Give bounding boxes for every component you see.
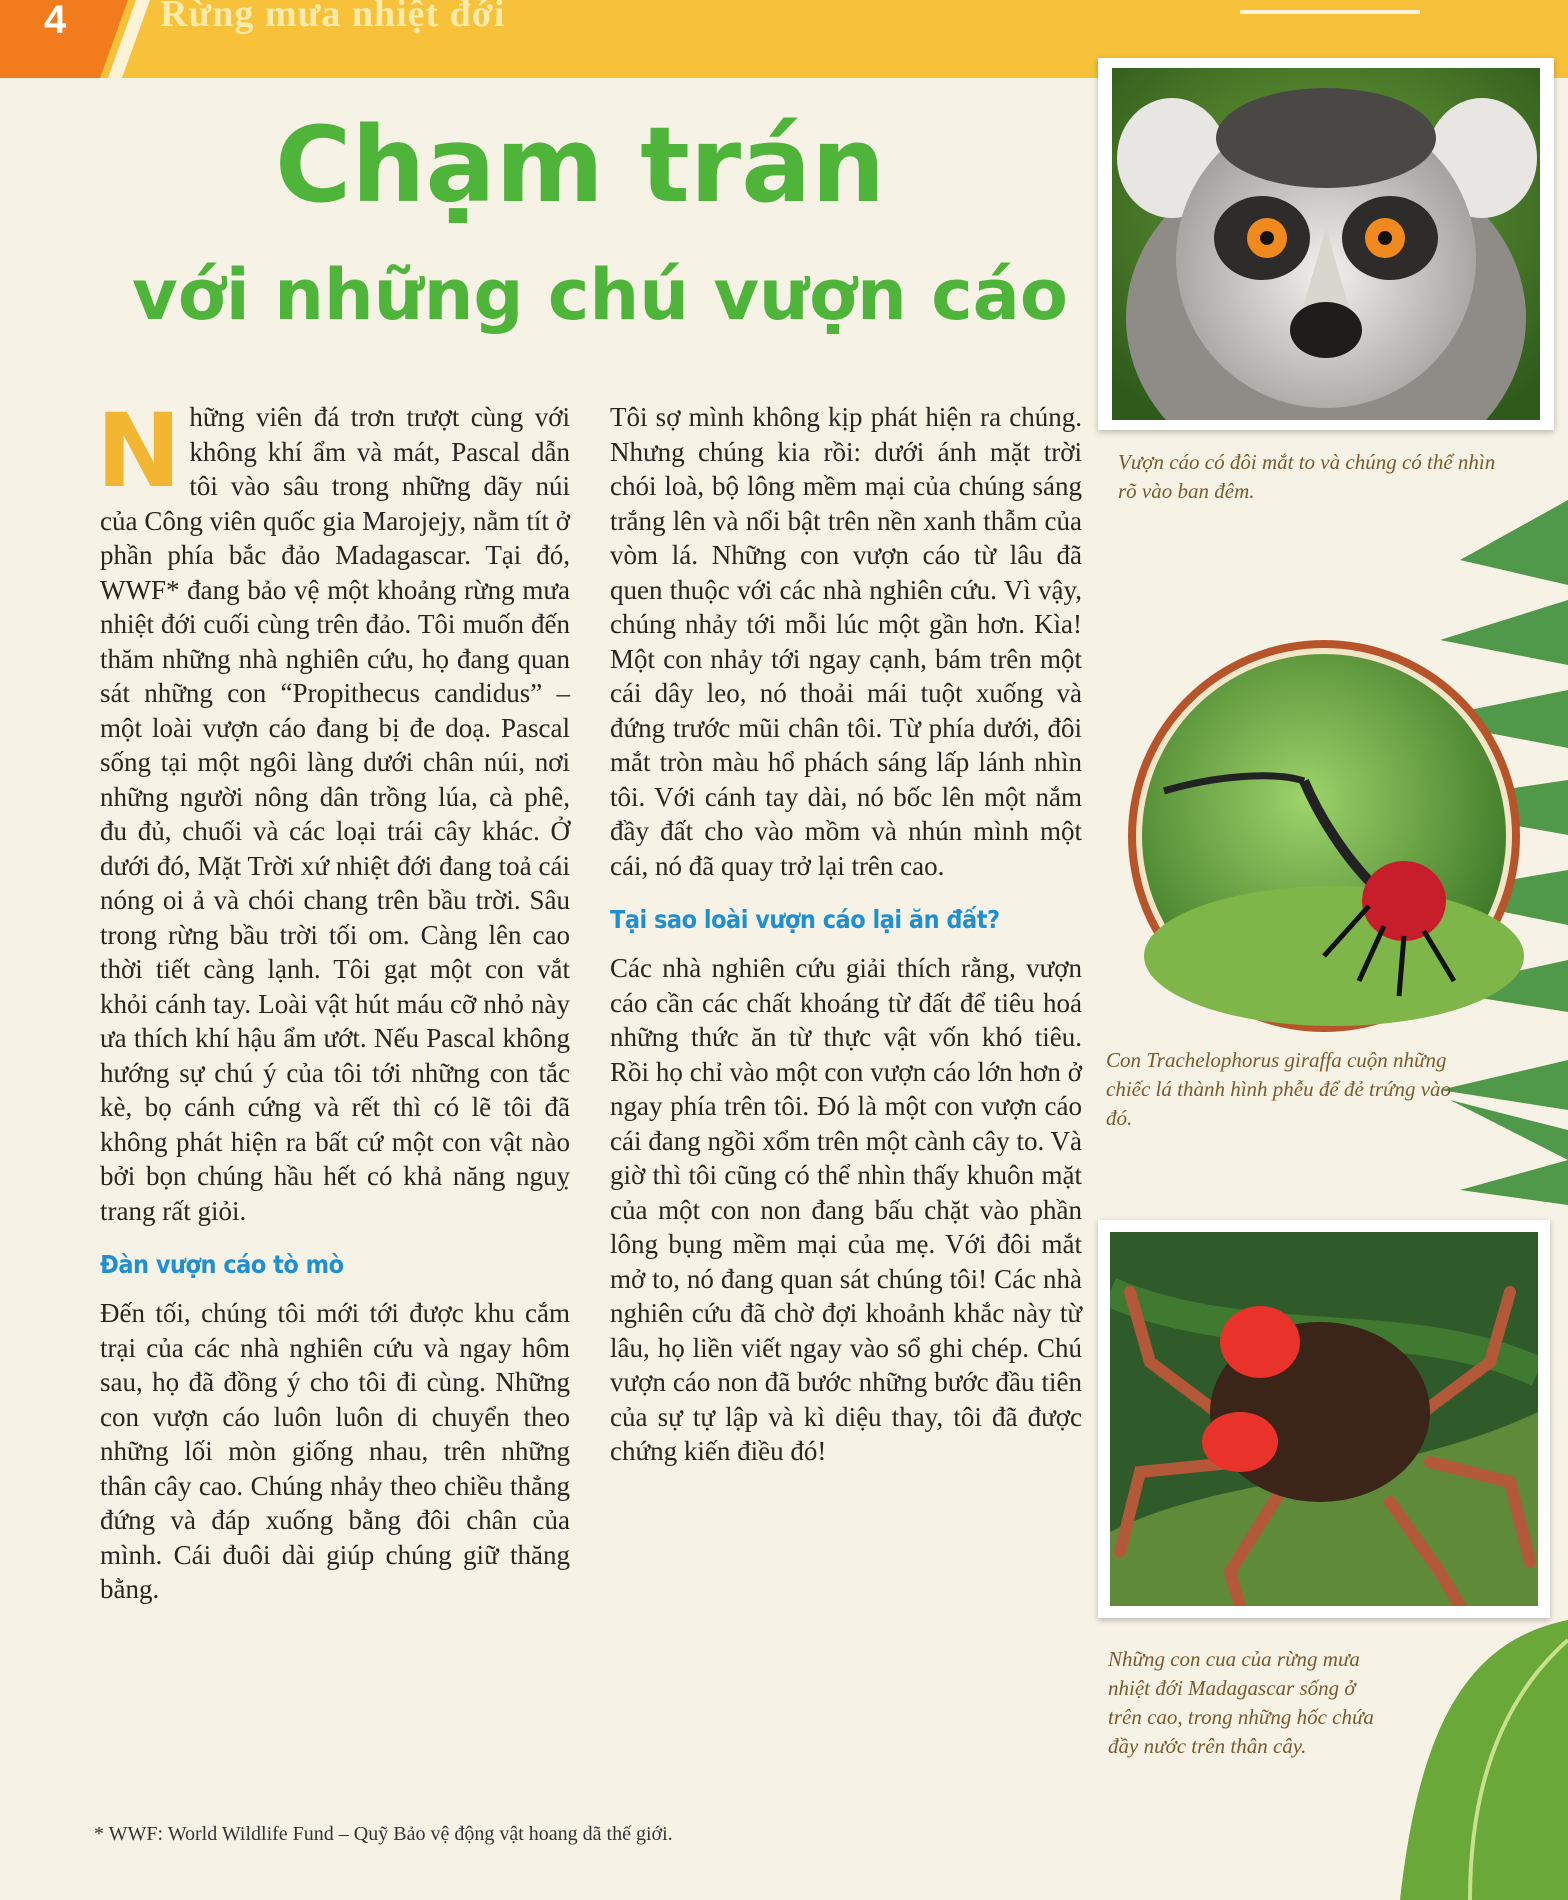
caption-lemur: Vượn cáo có đôi mắt to và chúng có thể nhìn rõ vào ban đêm. bbox=[1118, 450, 1496, 503]
caption-crab: Những con cua của rừng mưa nhiệt đới Madagascar sống ở trên cao, trong những hốc chứa đầy nước trên thân cây. bbox=[1108, 1647, 1374, 1758]
footnote: * WWF: World Wildlife Fund – Quỹ Bảo vệ động vật hoang dã thế giới. bbox=[94, 1823, 673, 1845]
section-title: Rừng mưa nhiệt đới bbox=[160, 0, 506, 35]
paragraph: Các nhà nghiên cứu giải thích rằng, vượn cáo cần các chất khoáng từ đất để tiêu hoá những thức ăn từ thực vật vốn khó tiêu. Rồi họ chỉ vào một con vượn cáo lớn hơn ở ngay phía trên tôi. Đó là một con vượn cáo cái đang ngồi xổm trên một cành cây to. Và giờ thì tôi cũng có thể nhìn thấy khuôn mặt của một con non đang bấu chặt vào phần lông bụng mềm mại của mẹ. Với đôi mắt mở to, nó đang quan sát chúng tôi! Các nhà nghiên cứu đã chờ đợi khoảnh khắc này từ lâu, họ liền viết ngay vào sổ ghi chép. Chú vượn cáo non đã bước những bước đầu tiên của sự tự lập và kì diệu thay, tôi đã được chứng kiến điều đó! bbox=[610, 953, 1082, 1466]
caption-weevil: Con Trachelophorus giraffa cuộn những chiếc lá thành hình phễu để đẻ trứng vào đó. bbox=[1106, 1048, 1452, 1130]
lemur-photo-frame bbox=[1098, 58, 1554, 430]
paragraph: Tôi sợ mình không kịp phát hiện ra chúng. Nhưng chúng kia rồi: dưới ánh mặt trời chói loà, bộ lông mềm mại của chúng sáng trắng lên và nổi bật trên nền xanh thẫm của vòm lá. Những con vượn cáo từ lâu đã quen thuộc với các nhà nghiên cứu. Vì vậy, chúng nhảy tới mỗi lúc một gần hơn. Kìa! Một con nhảy tới ngay cạnh, bám trên một cái dây leo, nó thoải mái tuột xuống và đứng trước mũi chân tôi. Từ phía dưới, đôi mắt tròn màu hổ phách sáng lấp lánh nhìn tôi. Với cánh tay dài, nó bốc lên một nắm đầy đất cho vào mồm và nhún mình một cái, nó đã quay trở lại trên cao. bbox=[610, 402, 1082, 881]
crab-photo-frame bbox=[1098, 1220, 1550, 1618]
article-title: Chạm trán bbox=[275, 104, 886, 226]
weevil-photo bbox=[1124, 636, 1524, 1036]
drop-cap: N bbox=[96, 392, 182, 511]
paragraph: Đến tối, chúng tôi mới tới được khu cắm trại của các nhà nghiên cứu và ngay hôm sau, họ đã đồng ý cho tôi đi cùng. Những con vượn cáo luôn luôn di chuyển theo những lối mòn giống nhau, trên những thân cây cao. Chúng nhảy theo chiều thẳng đứng và đáp xuống bằng đôi chân của mình. Cái đuôi dài giúp chúng giữ thăng bằng. bbox=[100, 1298, 570, 1604]
subheading: Tại sao loài vượn cáo lại ăn đất? bbox=[610, 905, 1000, 934]
text-column-left bbox=[96, 392, 570, 1607]
paragraph bbox=[96, 392, 570, 1228]
crab-photo bbox=[1110, 1232, 1538, 1606]
article-subtitle: với những chú vượn cáo bbox=[132, 254, 1069, 336]
lemur-photo bbox=[1112, 68, 1540, 420]
text-column-middle bbox=[610, 400, 1082, 1469]
paragraph-text: hững viên đá trơn trượt cùng với không khí ẩm và mát, Pascal dẫn tôi vào sâu trong những dãy núi của Công viên quốc gia Marojejy, nằm tít ở phần phía bắc đảo Madagascar. Tại đó, WWF* đang bảo vệ một khoảng rừng mưa nhiệt đới cuối cùng trên đảo. Tôi muốn đến thăm những nhà nghiên cứu, họ đang quan sát những con “Propithecus candidus” – một loài vượn cáo đang bị đe doạ. Pascal sống tại một ngôi làng dưới chân núi, nơi những người nông dân trồng lúa, cà phê, đu đủ, chuối và các loại trái cây khác. Ở dưới đó, Mặt Trời xứ nhiệt đới đang toả cái nóng oi ả và chói chang trên bầu trời. Sâu trong rừng bầu trời tối om. Càng lên cao thời tiết càng lạnh. Tôi gạt một con vắt khỏi cánh tay. Loài vật hút máu cỡ nhỏ này ưa thích khí hậu ẩm ướt. Nếu Pascal không hướng sự chú ý của tôi tới những con tắc kè, bọ cánh cứng và rết thì có lẽ tôi đã không phát hiện ra bất cứ một con vật nào bởi bọn chúng hầu hết có khả năng nguỵ trang rất giỏi. bbox=[100, 402, 570, 1226]
subheading: Đàn vượn cáo tò mò bbox=[100, 1250, 344, 1279]
page-number: 4 bbox=[44, 0, 67, 42]
